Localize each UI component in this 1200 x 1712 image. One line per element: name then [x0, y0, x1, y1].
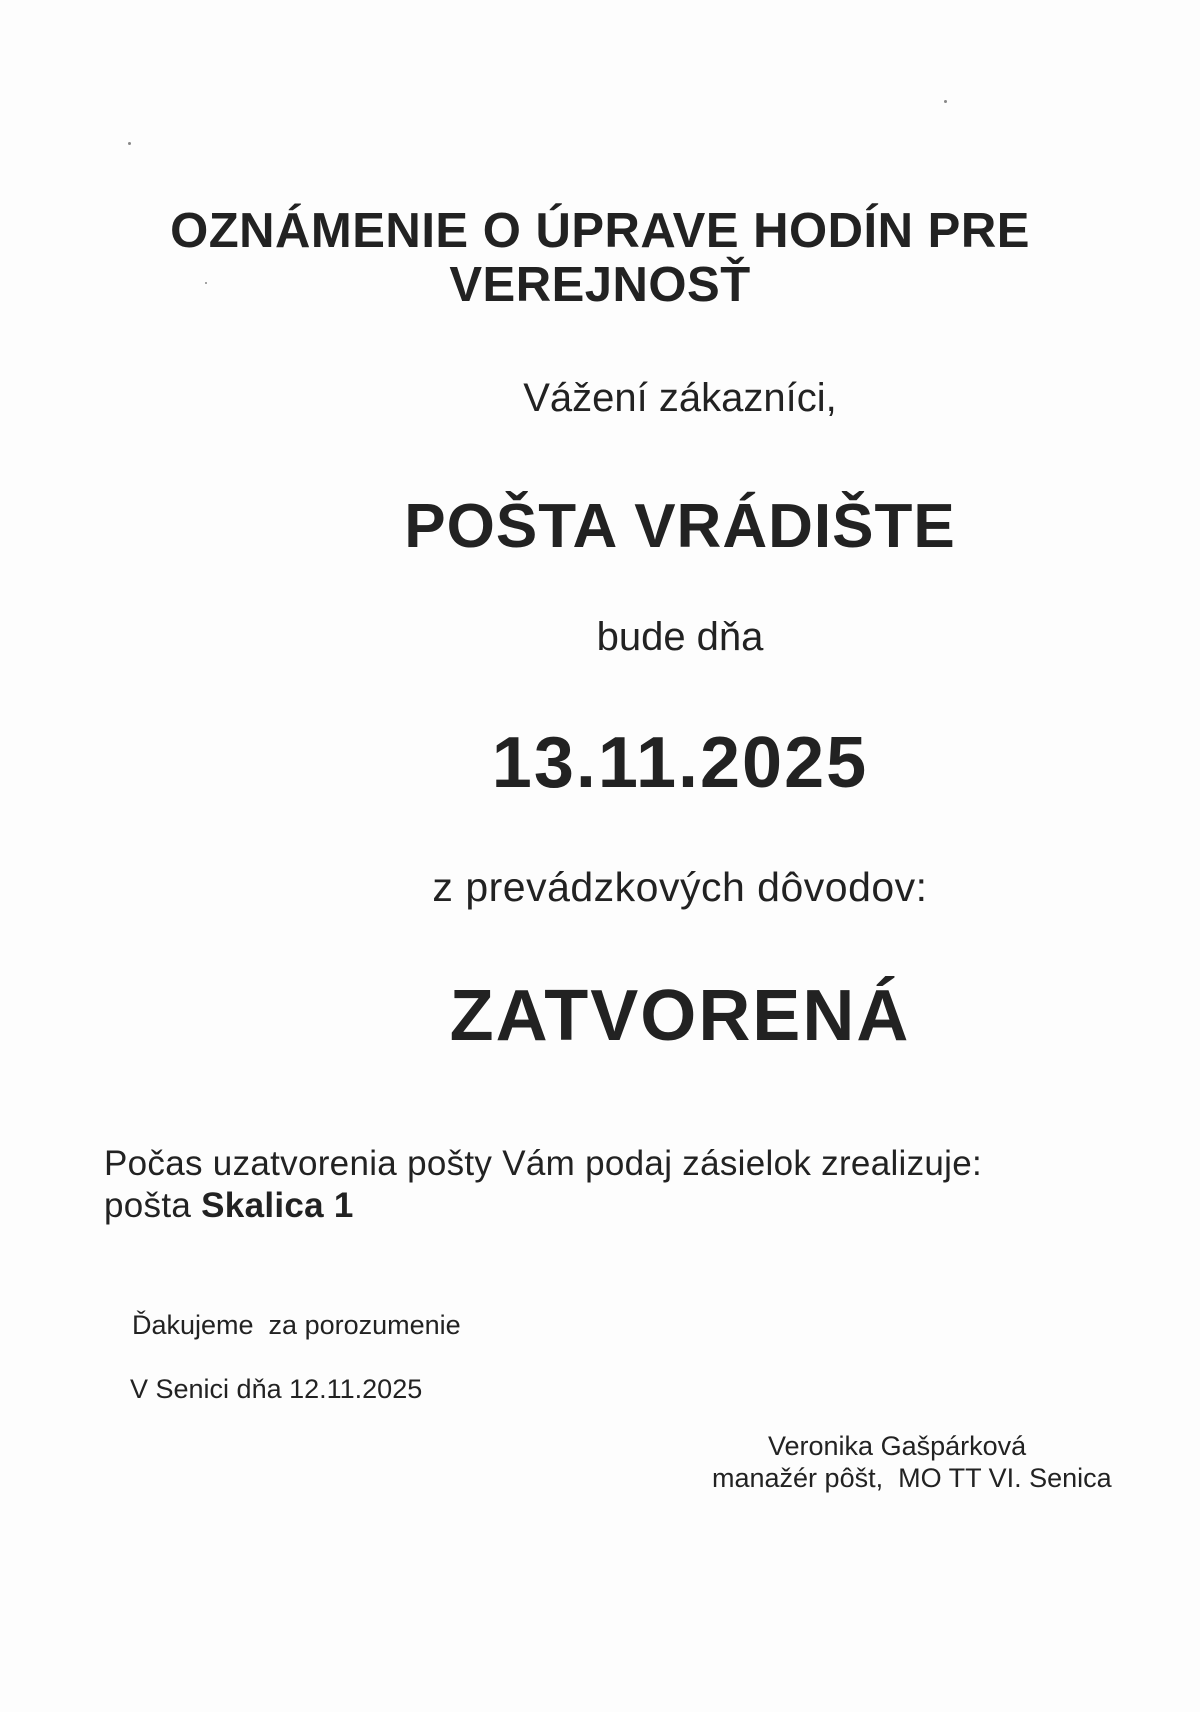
greeting: Vážení zákazníci,	[523, 376, 837, 420]
scan-speck	[944, 100, 947, 103]
alternative-prefix: pošta	[104, 1186, 192, 1225]
scan-speck	[128, 142, 131, 145]
notice-heading	[0, 203, 1200, 314]
closure-status: ZATVORENÁ	[449, 976, 911, 1056]
thanks-text: Ďakujeme za porozumenie	[132, 1310, 461, 1340]
heading-line-1: OZNÁMENIE O ÚPRAVE HODÍN PRE	[170, 204, 1030, 258]
alternative-text: Počas uzatvorenia pošty Vám podaj zásielok zrealizuje:	[104, 1144, 983, 1183]
signatory-role: manažér pôšt, MO TT VI. Senica	[712, 1463, 1112, 1494]
heading-line-2: VEREJNOSŤ	[449, 258, 751, 313]
office-name: POŠTA VRÁDIŠTE	[404, 492, 956, 561]
signatory-name: Veronika Gašpárková	[768, 1431, 1027, 1461]
will-be-on-text: bude dňa	[596, 615, 764, 659]
closure-date: 13.11.2025	[491, 723, 869, 803]
closure-reason: z prevádzkových dôvodov:	[432, 864, 928, 910]
alternative-office-info	[104, 1143, 982, 1227]
signature-block	[700, 1430, 1150, 1495]
alternative-office-line	[104, 1185, 982, 1227]
place-and-date: V Senici dňa 12.11.2025	[130, 1374, 423, 1404]
alternative-office-name: Skalica 1	[201, 1186, 354, 1225]
